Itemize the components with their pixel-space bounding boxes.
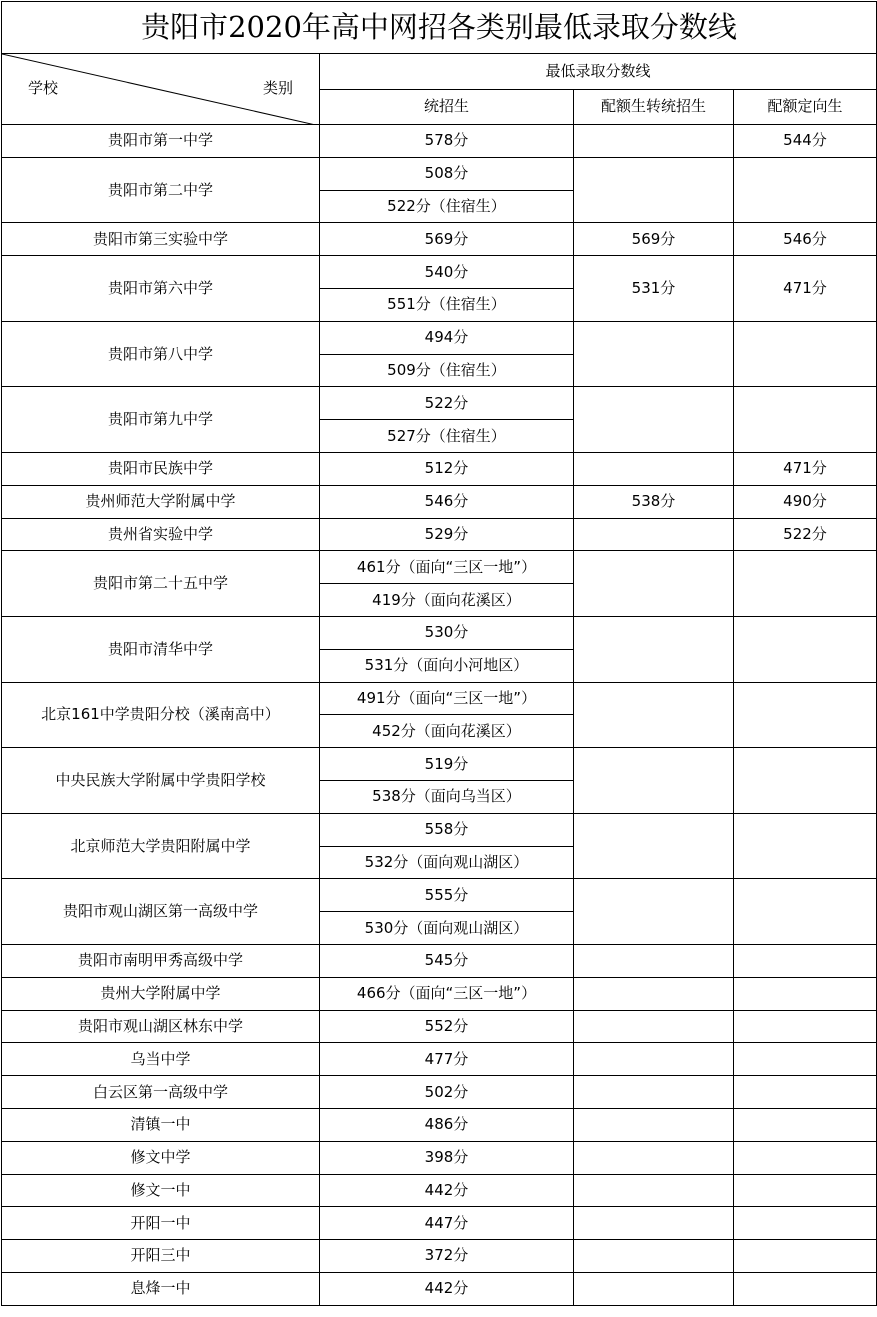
table-row xyxy=(2,1240,877,1273)
quota-directed-cell xyxy=(734,944,877,977)
table-row xyxy=(2,616,877,649)
quota-directed-cell xyxy=(734,977,877,1010)
col-header-unified: 统招生 xyxy=(320,89,574,125)
table-row xyxy=(2,1272,877,1305)
quota-to-unified-cell xyxy=(574,157,734,223)
school-name-cell: 北京161中学贵阳分校（溪南高中） xyxy=(2,682,320,748)
unified-score-cell: 522分 xyxy=(320,387,574,420)
table-row xyxy=(2,387,877,420)
school-name-cell: 开阳三中 xyxy=(2,1240,320,1273)
school-name-cell: 贵州师范大学附属中学 xyxy=(2,485,320,518)
quota-to-unified-cell xyxy=(574,616,734,682)
table-row xyxy=(2,551,877,584)
table-row xyxy=(2,1141,877,1174)
quota-to-unified-cell xyxy=(574,1207,734,1240)
quota-directed-cell xyxy=(734,1240,877,1273)
table-row xyxy=(2,1043,877,1076)
unified-score-cell: 509分（住宿生） xyxy=(320,354,574,387)
school-name-cell: 贵阳市南明甲秀高级中学 xyxy=(2,944,320,977)
table-row xyxy=(2,452,877,485)
table-row xyxy=(2,682,877,715)
quota-directed-cell: 490分 xyxy=(734,485,877,518)
quota-to-unified-cell xyxy=(574,879,734,945)
quota-directed-cell xyxy=(734,1108,877,1141)
quota-directed-cell xyxy=(734,321,877,387)
unified-score-cell: 538分（面向乌当区） xyxy=(320,780,574,813)
school-name-cell: 清镇一中 xyxy=(2,1108,320,1141)
school-name-cell: 贵阳市民族中学 xyxy=(2,452,320,485)
quota-to-unified-cell xyxy=(574,387,734,453)
table-row xyxy=(2,256,877,289)
table-row xyxy=(2,223,877,256)
unified-score-cell: 546分 xyxy=(320,485,574,518)
table-row xyxy=(2,1174,877,1207)
school-header-label: 学校 xyxy=(28,79,59,97)
table-row xyxy=(2,321,877,354)
unified-score-cell: 419分（面向花溪区） xyxy=(320,584,574,617)
quota-directed-cell: 522分 xyxy=(734,518,877,551)
unified-score-cell: 558分 xyxy=(320,813,574,846)
quota-to-unified-cell xyxy=(574,125,734,158)
unified-score-cell: 540分 xyxy=(320,256,574,289)
table-row xyxy=(2,1076,877,1109)
school-name-cell: 贵阳市第八中学 xyxy=(2,321,320,387)
quota-to-unified-cell: 538分 xyxy=(574,485,734,518)
quota-directed-cell xyxy=(734,748,877,814)
quota-to-unified-cell xyxy=(574,1272,734,1305)
unified-score-cell: 508分 xyxy=(320,157,574,190)
school-name-cell: 贵阳市第二十五中学 xyxy=(2,551,320,617)
quota-to-unified-cell xyxy=(574,1076,734,1109)
school-name-cell: 修文中学 xyxy=(2,1141,320,1174)
school-name-cell: 北京师范大学贵阳附属中学 xyxy=(2,813,320,879)
unified-score-cell: 447分 xyxy=(320,1207,574,1240)
table-row xyxy=(2,157,877,190)
table-row xyxy=(2,485,877,518)
school-name-cell: 开阳一中 xyxy=(2,1207,320,1240)
quota-directed-cell xyxy=(734,387,877,453)
quota-directed-cell xyxy=(734,1272,877,1305)
school-name-cell: 修文一中 xyxy=(2,1174,320,1207)
table-row xyxy=(2,1108,877,1141)
quota-directed-cell: 546分 xyxy=(734,223,877,256)
quota-to-unified-cell xyxy=(574,977,734,1010)
title-row xyxy=(2,2,877,54)
unified-score-cell: 529分 xyxy=(320,518,574,551)
quota-directed-cell xyxy=(734,157,877,223)
header-row-1 xyxy=(2,54,877,90)
quota-directed-cell xyxy=(734,616,877,682)
quota-directed-cell xyxy=(734,1207,877,1240)
category-header-label: 类别 xyxy=(262,79,293,97)
school-name-cell: 贵阳市观山湖区林东中学 xyxy=(2,1010,320,1043)
quota-directed-cell xyxy=(734,813,877,879)
school-name-cell: 贵阳市第一中学 xyxy=(2,125,320,158)
table-row xyxy=(2,125,877,158)
school-name-cell: 息烽一中 xyxy=(2,1272,320,1305)
quota-directed-cell xyxy=(734,879,877,945)
quota-to-unified-cell xyxy=(574,1043,734,1076)
school-name-cell: 乌当中学 xyxy=(2,1043,320,1076)
unified-score-cell: 452分（面向花溪区） xyxy=(320,715,574,748)
table-row xyxy=(2,518,877,551)
unified-score-cell: 578分 xyxy=(320,125,574,158)
quota-to-unified-cell xyxy=(574,1010,734,1043)
unified-score-cell: 530分 xyxy=(320,616,574,649)
quota-to-unified-cell xyxy=(574,518,734,551)
quota-to-unified-cell xyxy=(574,813,734,879)
unified-score-cell: 532分（面向观山湖区） xyxy=(320,846,574,879)
school-name-cell: 贵阳市第三实验中学 xyxy=(2,223,320,256)
quota-directed-cell: 544分 xyxy=(734,125,877,158)
quota-directed-cell xyxy=(734,1010,877,1043)
unified-score-cell: 466分（面向“三区一地”） xyxy=(320,977,574,1010)
school-name-cell: 贵阳市第九中学 xyxy=(2,387,320,453)
quota-directed-cell xyxy=(734,1043,877,1076)
group-header: 最低录取分数线 xyxy=(320,54,877,90)
unified-score-cell: 552分 xyxy=(320,1010,574,1043)
quota-to-unified-cell xyxy=(574,682,734,748)
quota-directed-cell xyxy=(734,1076,877,1109)
table-row xyxy=(2,813,877,846)
unified-score-cell: 442分 xyxy=(320,1174,574,1207)
unified-score-cell: 486分 xyxy=(320,1108,574,1141)
school-name-cell: 贵阳市观山湖区第一高级中学 xyxy=(2,879,320,945)
corner-header-cell xyxy=(2,54,320,125)
table-row xyxy=(2,1010,877,1043)
quota-directed-cell xyxy=(734,682,877,748)
unified-score-cell: 555分 xyxy=(320,879,574,912)
quota-directed-cell xyxy=(734,1141,877,1174)
unified-score-cell: 530分（面向观山湖区） xyxy=(320,912,574,945)
table-row xyxy=(2,944,877,977)
school-name-cell: 中央民族大学附属中学贵阳学校 xyxy=(2,748,320,814)
school-name-cell: 贵阳市第二中学 xyxy=(2,157,320,223)
unified-score-cell: 522分（住宿生） xyxy=(320,190,574,223)
table-row xyxy=(2,748,877,781)
quota-directed-cell: 471分 xyxy=(734,256,877,322)
quota-to-unified-cell: 531分 xyxy=(574,256,734,322)
quota-to-unified-cell xyxy=(574,1174,734,1207)
table-row xyxy=(2,879,877,912)
quota-to-unified-cell xyxy=(574,452,734,485)
unified-score-cell: 502分 xyxy=(320,1076,574,1109)
unified-score-cell: 531分（面向小河地区） xyxy=(320,649,574,682)
unified-score-cell: 527分（住宿生） xyxy=(320,420,574,453)
unified-score-cell: 442分 xyxy=(320,1272,574,1305)
unified-score-cell: 569分 xyxy=(320,223,574,256)
score-table xyxy=(1,1,877,1306)
quota-to-unified-cell xyxy=(574,944,734,977)
unified-score-cell: 398分 xyxy=(320,1141,574,1174)
quota-directed-cell xyxy=(734,1174,877,1207)
quota-to-unified-cell: 569分 xyxy=(574,223,734,256)
page-title: 贵阳市2020年高中网招各类别最低录取分数线 xyxy=(2,2,877,54)
unified-score-cell: 372分 xyxy=(320,1240,574,1273)
unified-score-cell: 491分（面向“三区一地”） xyxy=(320,682,574,715)
quota-directed-cell xyxy=(734,551,877,617)
quota-to-unified-cell xyxy=(574,1108,734,1141)
table-row xyxy=(2,1207,877,1240)
unified-score-cell: 477分 xyxy=(320,1043,574,1076)
school-name-cell: 贵阳市第六中学 xyxy=(2,256,320,322)
school-name-cell: 贵州省实验中学 xyxy=(2,518,320,551)
quota-to-unified-cell xyxy=(574,1141,734,1174)
unified-score-cell: 551分（住宿生） xyxy=(320,288,574,321)
unified-score-cell: 461分（面向“三区一地”） xyxy=(320,551,574,584)
quota-to-unified-cell xyxy=(574,1240,734,1273)
unified-score-cell: 494分 xyxy=(320,321,574,354)
col-header-quota-directed: 配额定向生 xyxy=(734,89,877,125)
unified-score-cell: 512分 xyxy=(320,452,574,485)
quota-directed-cell: 471分 xyxy=(734,452,877,485)
quota-to-unified-cell xyxy=(574,321,734,387)
unified-score-cell: 545分 xyxy=(320,944,574,977)
col-header-quota-to-unified: 配额生转统招生 xyxy=(574,89,734,125)
quota-to-unified-cell xyxy=(574,551,734,617)
quota-to-unified-cell xyxy=(574,748,734,814)
school-name-cell: 白云区第一高级中学 xyxy=(2,1076,320,1109)
school-name-cell: 贵州大学附属中学 xyxy=(2,977,320,1010)
table-row xyxy=(2,977,877,1010)
unified-score-cell: 519分 xyxy=(320,748,574,781)
school-name-cell: 贵阳市清华中学 xyxy=(2,616,320,682)
